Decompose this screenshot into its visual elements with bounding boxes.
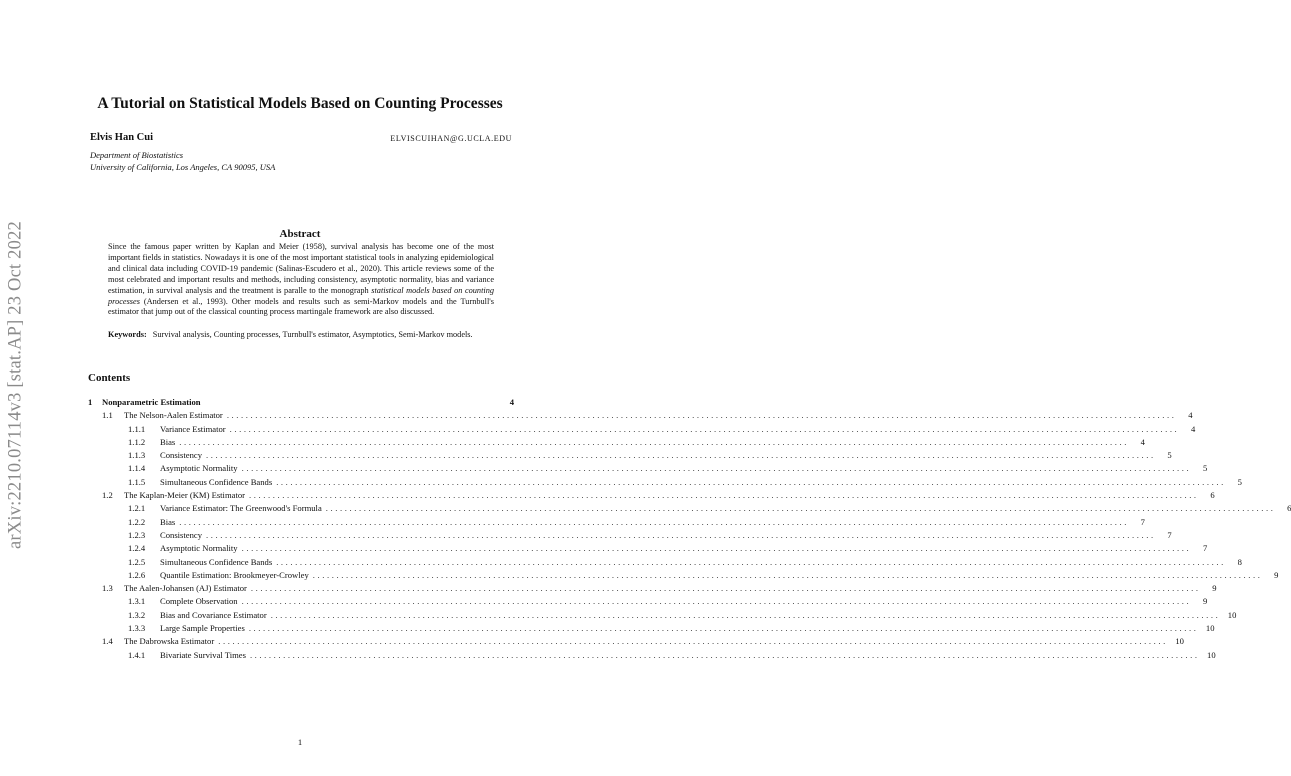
toc-number: 1.2.1 (128, 503, 146, 514)
abstract-text-italic: statistical models based on counting processes (108, 285, 494, 306)
toc-number: 1.1.5 (128, 476, 146, 487)
toc-title: The Aalen-Johansen (AJ) Estimator (124, 583, 247, 594)
toc-number: 1.2 (102, 490, 113, 501)
toc-entry[interactable] (88, 542, 1208, 555)
keywords (108, 330, 494, 341)
toc-page: 4 (509, 397, 514, 407)
toc-leader-dots: ........................................................................................................................................................................................................ (249, 490, 1199, 501)
toc-leader-dots: ........................................................................................................................................................................................................ (229, 423, 1180, 434)
toc-leader-dots: ........................................................................................................................................................................................................ (241, 596, 1192, 607)
toc-title: Consistency (160, 529, 203, 540)
toc-leader-dots: ........................................................................................................................................................................................................ (206, 450, 1156, 461)
toc-leader-dots: ........................................................................................................................................................................................................ (325, 503, 1276, 514)
toc-number: 1.2.6 (128, 569, 146, 580)
toc-page: 9 (1202, 596, 1208, 607)
toc-title: Bias (160, 516, 176, 527)
toc-page: 9 (1274, 569, 1279, 580)
toc-entry[interactable] (88, 476, 1242, 489)
toc-number: 1.2.3 (128, 529, 146, 540)
toc-page: 4 (1188, 410, 1193, 421)
toc-leader-dots: ........................................................................................................................................................................................................ (179, 436, 1129, 447)
toc-title: Variance Estimator: The Greenwood's Formula (160, 503, 322, 514)
toc-entry[interactable] (88, 502, 1291, 515)
toc-page: 5 (1167, 450, 1172, 461)
toc-title: Quantile Estimation: Brookmeyer-Crowley (160, 569, 309, 580)
toc-page: 10 (1207, 649, 1216, 660)
toc-title: Bias (160, 436, 176, 447)
toc-entry[interactable] (88, 423, 1196, 436)
toc-leader-dots: ........................................................................................................................................................................................................ (250, 583, 1201, 594)
toc-leader-dots: ........................................................................................................................................................................................................ (206, 529, 1156, 540)
toc-number: 1.1.1 (128, 423, 146, 434)
toc-page: 6 (1210, 490, 1215, 501)
toc-entry[interactable] (88, 409, 1193, 422)
toc-title: Large Sample Properties (160, 623, 245, 634)
toc-entry[interactable] (88, 449, 1172, 462)
toc-number: 1.1 (102, 410, 113, 421)
toc-title: Variance Estimator (160, 423, 226, 434)
toc-number: 1.1.3 (128, 450, 146, 461)
author-email[interactable]: ELVISCUIHAN@G.UCLA.EDU (390, 134, 512, 143)
toc-page: 10 (1175, 636, 1184, 647)
abstract-body (108, 242, 494, 318)
toc-entry[interactable] (88, 436, 1145, 449)
toc-number: 1.3.3 (128, 623, 146, 634)
toc-leader-dots: ........................................................................................................................................................................................................ (249, 649, 1200, 660)
toc-number: 1.1.2 (128, 436, 146, 447)
toc-number: 1.2.5 (128, 556, 146, 567)
toc-entry[interactable] (88, 582, 1217, 595)
toc-entry[interactable] (88, 489, 1215, 502)
toc-number: 1.3.1 (128, 596, 146, 607)
contents-heading: Contents (88, 372, 131, 384)
abstract-text-part-1: Since the famous paper written by Kaplan and Meier (1958), survival analysis has become one of the most important fields in statistics. Nowadays it is one of the most important statistical tools in analyzing epidemiological and clinical data including COVID-19 pandemic (Salinas-Escudero et al., 2020). This article reviews some of the most celebrated and important results and methods, including consistency, asymptotic normality, bias and variance estimation, in survival analysis and the treatment is paralle to the monograph (108, 242, 494, 295)
arxiv-id-text: arXiv:2210.07114v3 [stat.AP] 23 Oct 2022 (5, 221, 26, 549)
toc-page: 4 (1191, 423, 1196, 434)
toc-entry[interactable] (88, 556, 1242, 569)
abstract-heading: Abstract (279, 228, 321, 240)
toc-title: Consistency (160, 450, 203, 461)
toc-entry[interactable] (88, 529, 1172, 542)
toc-page: 5 (1202, 463, 1208, 474)
toc-title: Nonparametric Estimation (102, 397, 201, 407)
toc-leader-dots: ........................................................................................................................................................................................................ (241, 543, 1192, 554)
toc-title: Complete Observation (160, 596, 238, 607)
toc-page: 7 (1140, 516, 1145, 527)
toc-number: 1.4.1 (128, 649, 146, 660)
table-of-contents (88, 396, 1291, 662)
affiliation-department: Department of Biostatistics (90, 150, 184, 160)
arxiv-sidebar-stamp (0, 200, 36, 570)
toc-page: 9 (1212, 583, 1217, 594)
toc-number: 1.4 (102, 636, 113, 647)
toc-entry[interactable] (88, 609, 1237, 622)
toc-title: The Dabrowska Estimator (124, 636, 215, 647)
toc-entry[interactable] (88, 396, 514, 409)
toc-title: The Nelson-Aalen Estimator (124, 410, 223, 421)
toc-entry[interactable] (88, 462, 1208, 475)
toc-page: 10 (1205, 623, 1215, 634)
toc-page: 7 (1167, 529, 1172, 540)
toc-page: 8 (1237, 556, 1242, 567)
toc-entry[interactable] (88, 569, 1279, 582)
toc-leader-dots: ........................................................................................................................................................................................................ (270, 609, 1221, 620)
keywords-list: Survival analysis, Counting processes, Turnbull's estimator, Asymptotics, Semi-Markov models. (152, 330, 473, 339)
toc-entry[interactable] (88, 516, 1145, 529)
toc-leader-dots: ........................................................................................................................................................................................................ (276, 476, 1226, 487)
toc-number: 1 (88, 397, 93, 407)
toc-leader-dots: ........................................................................................................................................................................................................ (241, 463, 1192, 474)
toc-page: 7 (1202, 543, 1208, 554)
toc-page: 6 (1287, 503, 1291, 514)
toc-leader-dots: ........................................................................................................................................................................................................ (276, 556, 1226, 567)
paper-title: A Tutorial on Statistical Models Based on Counting Processes (97, 95, 503, 112)
toc-number: 1.3 (102, 583, 113, 594)
toc-title: Simultaneous Confidence Bands (160, 556, 273, 567)
abstract-text-part-2: (Andersen et al., 1993). Other models and results such as semi-Markov models and the Turnbull's estimator that jump out of the classical counting process martingale framework are also discussed. (108, 296, 494, 317)
toc-number: 1.1.4 (128, 463, 146, 474)
toc-number: 1.3.2 (128, 609, 146, 620)
toc-page: 4 (1140, 436, 1145, 447)
toc-title: Bivariate Survival Times (160, 649, 246, 660)
keywords-label: Keywords: (108, 330, 147, 339)
toc-leader-dots: ........................................................................................................................................................................................................ (226, 410, 1177, 421)
toc-title: Simultaneous Confidence Bands (160, 476, 273, 487)
toc-title: Asymptotic Normality (160, 543, 238, 554)
toc-leader-dots: ........................................................................................................................................................................................................ (179, 516, 1129, 527)
toc-number: 1.2.4 (128, 543, 146, 554)
toc-leader-dots: ........................................................................................................................................................................................................ (312, 569, 1263, 580)
toc-leader-dots: ........................................................................................................................................................................................................ (248, 623, 1199, 634)
author-name: Elvis Han Cui (90, 132, 154, 143)
toc-title: The Kaplan-Meier (KM) Estimator (124, 490, 245, 501)
affiliation-university: University of California, Los Angeles, CA 90095, USA (90, 162, 276, 172)
toc-entry[interactable] (88, 635, 1184, 648)
toc-leader-dots: ........................................................................................................................................................................................................ (218, 636, 1168, 647)
toc-page: 10 (1227, 609, 1237, 620)
toc-title: Bias and Covariance Estimator (160, 609, 267, 620)
toc-entry[interactable] (88, 622, 1215, 635)
page-number: 1 (297, 737, 303, 747)
toc-entry[interactable] (88, 595, 1208, 608)
toc-page: 5 (1237, 476, 1242, 487)
toc-entry[interactable] (88, 649, 1216, 662)
toc-number: 1.2.2 (128, 516, 146, 527)
toc-title: Asymptotic Normality (160, 463, 238, 474)
